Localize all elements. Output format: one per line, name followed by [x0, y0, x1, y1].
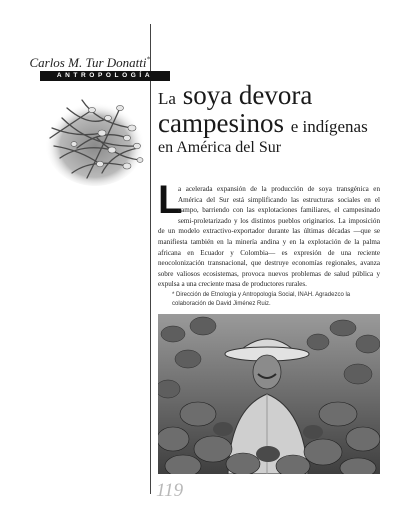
author-name: Carlos M. Tur Donatti — [29, 55, 147, 70]
author-footnote-mark: * — [146, 55, 150, 64]
column-divider — [150, 24, 151, 494]
title-line-1: La soya devora — [158, 80, 313, 110]
lead-text: a acelerada expansión de la producción de soya transgénica en América del Sur está simplificando las estructuras sociales en el campo, barriendo con las explotaciones familiares, el campesinado semi-proletarizado y los distintos pueblos originarios. La imposición de un modelo extractivo-exportador durante las últimas décadas —que se manifiesta también en la minería andina y en la explotación de la palma africana en Ecuador y Colombia— es expresión de una reciente neocolonización transnacional, que destruye economías regionales, avanza sobre valiosos ecosistemas, provoca nuevos problemas de salud pública y expulsa a una creciente masa de productores rurales. — [158, 185, 380, 289]
soybean-sprouts-image — [42, 88, 148, 190]
lead-paragraph — [158, 178, 380, 290]
title-line-2: campesinos e indígenas — [158, 108, 368, 138]
farmer-in-soy-field-image — [158, 314, 380, 474]
article-title — [158, 82, 383, 156]
section-label: ANTROPOLOGÍA — [40, 71, 170, 81]
author-footnote: * Dirección de Etnología y Antropología Social, INAH. Agradezco la colaboración de David Jiménez Ruiz. — [172, 292, 351, 307]
author-line — [29, 55, 150, 71]
drop-cap: L — [158, 178, 183, 222]
page-number: 119 — [156, 480, 184, 501]
title-line-3: en América del Sur — [158, 139, 282, 156]
